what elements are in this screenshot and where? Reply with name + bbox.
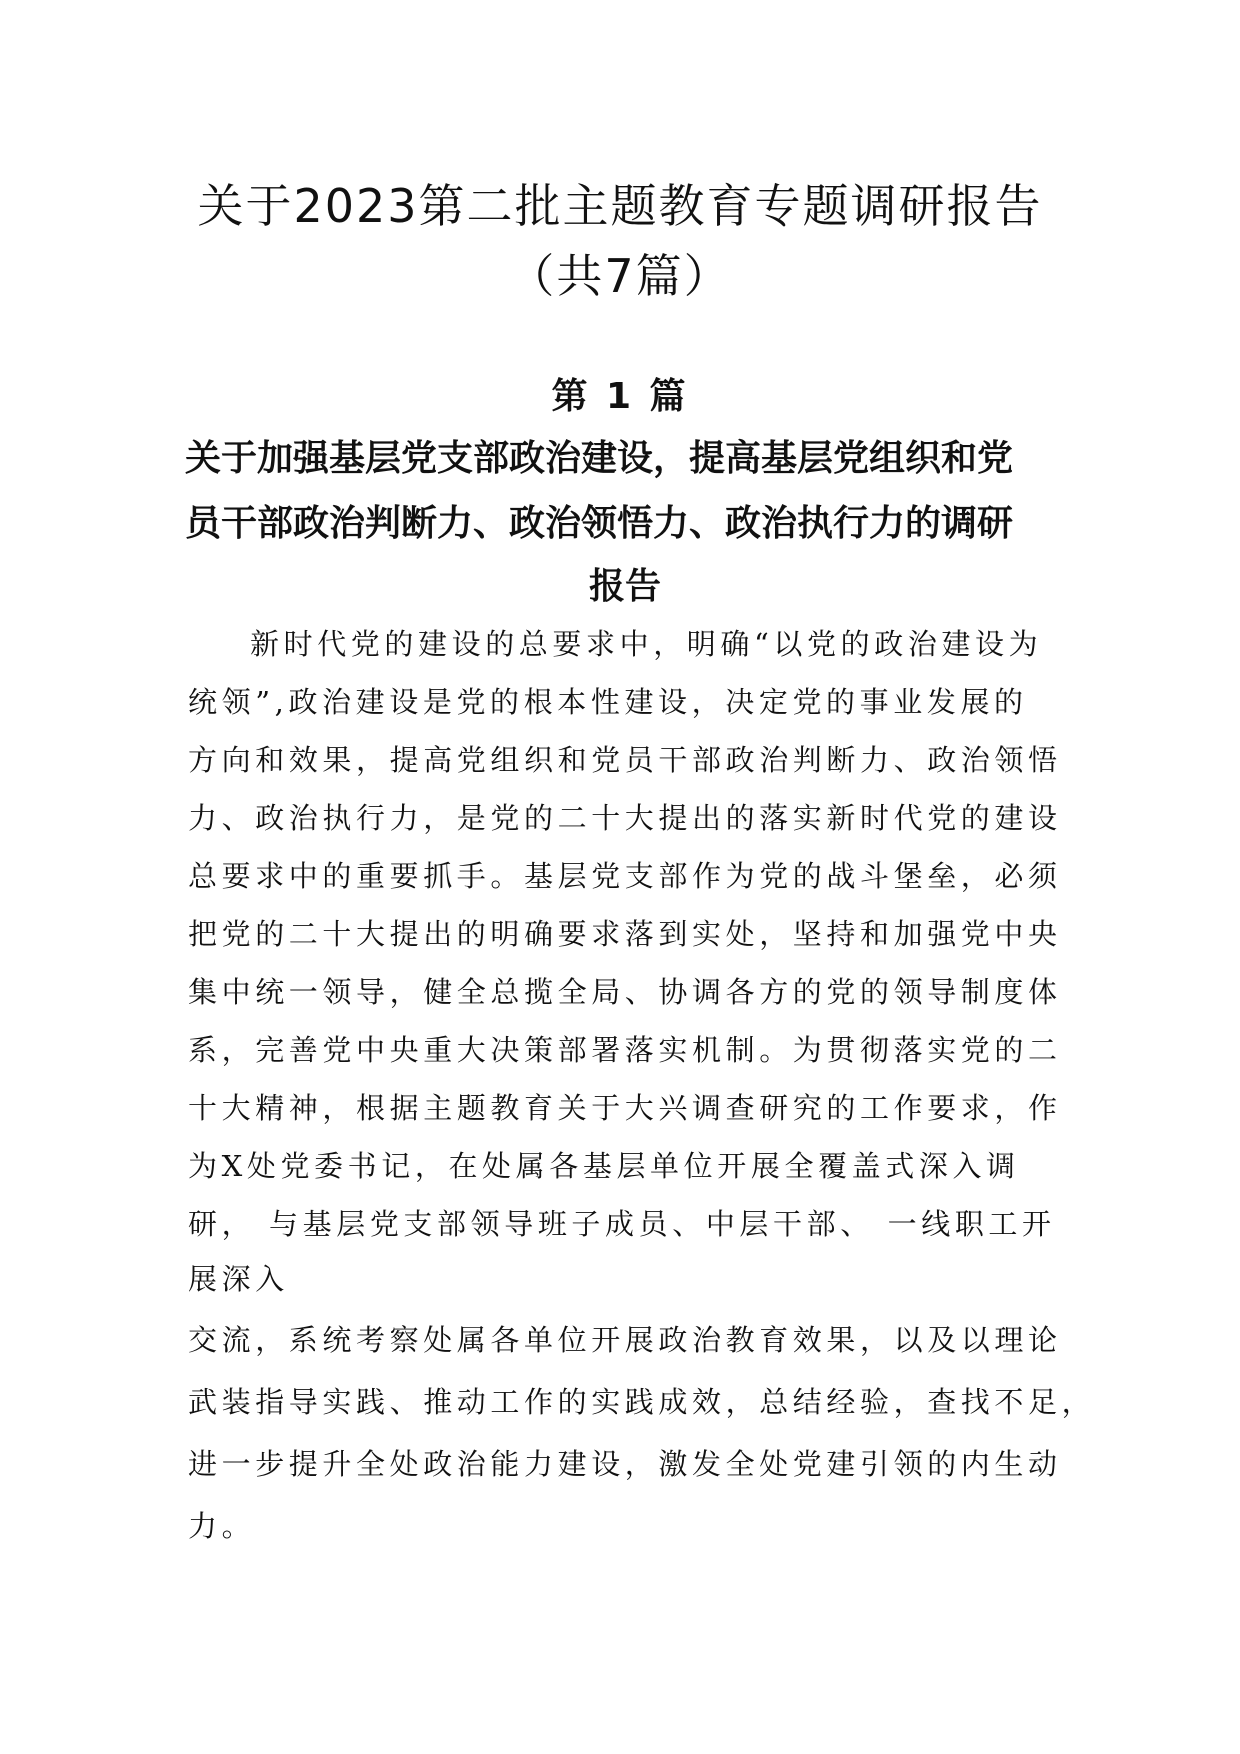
article-title-line-2: 员干部政治判断力、政治领悟力、政治执行力的调研 bbox=[185, 503, 1014, 544]
article-title-line-1: 关于加强基层党支部政治建设，提高基层党组织和党 bbox=[185, 438, 1014, 479]
body-paragraph-line: 方向和效果，提高党组织和党员干部政治判断力、政治领悟 bbox=[188, 743, 1062, 777]
body-paragraph-line: 系，完善党中央重大决策部署落实机制。为贯彻落实党的二 bbox=[188, 1033, 1062, 1067]
document-title-line-2: （共7篇） bbox=[508, 249, 732, 303]
body-paragraph-line: 集中统一领导，健全总揽全局、协调各方的党的领导制度体 bbox=[188, 975, 1062, 1009]
body-paragraph-line: 展深入 bbox=[188, 1262, 289, 1296]
body-paragraph-line: 把党的二十大提出的明确要求落到实处，坚持和加强党中央 bbox=[188, 917, 1062, 951]
body-paragraph-line: 研， 与基层党支部领导班子成员、中层干部、 一线职工开 bbox=[188, 1207, 1056, 1241]
body-paragraph-line: 力、政治执行力，是党的二十大提出的落实新时代党的建设 bbox=[188, 801, 1062, 835]
body-paragraph-line: 十大精神，根据主题教育关于大兴调查研究的工作要求，作 bbox=[188, 1091, 1062, 1125]
article-number-heading: 第 1 篇 bbox=[551, 376, 689, 417]
document-title-line-1: 关于2023第二批主题教育专题调研报告 bbox=[197, 179, 1043, 233]
body-paragraph-line: 交流，系统考察处属各单位开展政治教育效果，以及以理论 bbox=[188, 1323, 1062, 1357]
body-paragraph-line: 总要求中的重要抓手。基层党支部作为党的战斗堡垒，必须 bbox=[188, 859, 1062, 893]
body-paragraph-line: 进一步提升全处政治能力建设，激发全处党建引领的内生动 bbox=[188, 1447, 1062, 1481]
article-title-line-3: 报告 bbox=[588, 566, 661, 607]
body-paragraph-line: 统领”,政治建设是党的根本性建设，决定党的事业发展的 bbox=[188, 685, 1028, 719]
body-paragraph-line: 新时代党的建设的总要求中，明确“以党的政治建设为 bbox=[250, 627, 1043, 661]
body-paragraph-line: 武装指导实践、推动工作的实践成效，总结经验，查找不足， bbox=[188, 1385, 1096, 1419]
body-paragraph-line: 为X处党委书记，在处属各基层单位开展全覆盖式深入调 bbox=[188, 1149, 1020, 1183]
body-paragraph-line: 力。 bbox=[188, 1509, 256, 1543]
